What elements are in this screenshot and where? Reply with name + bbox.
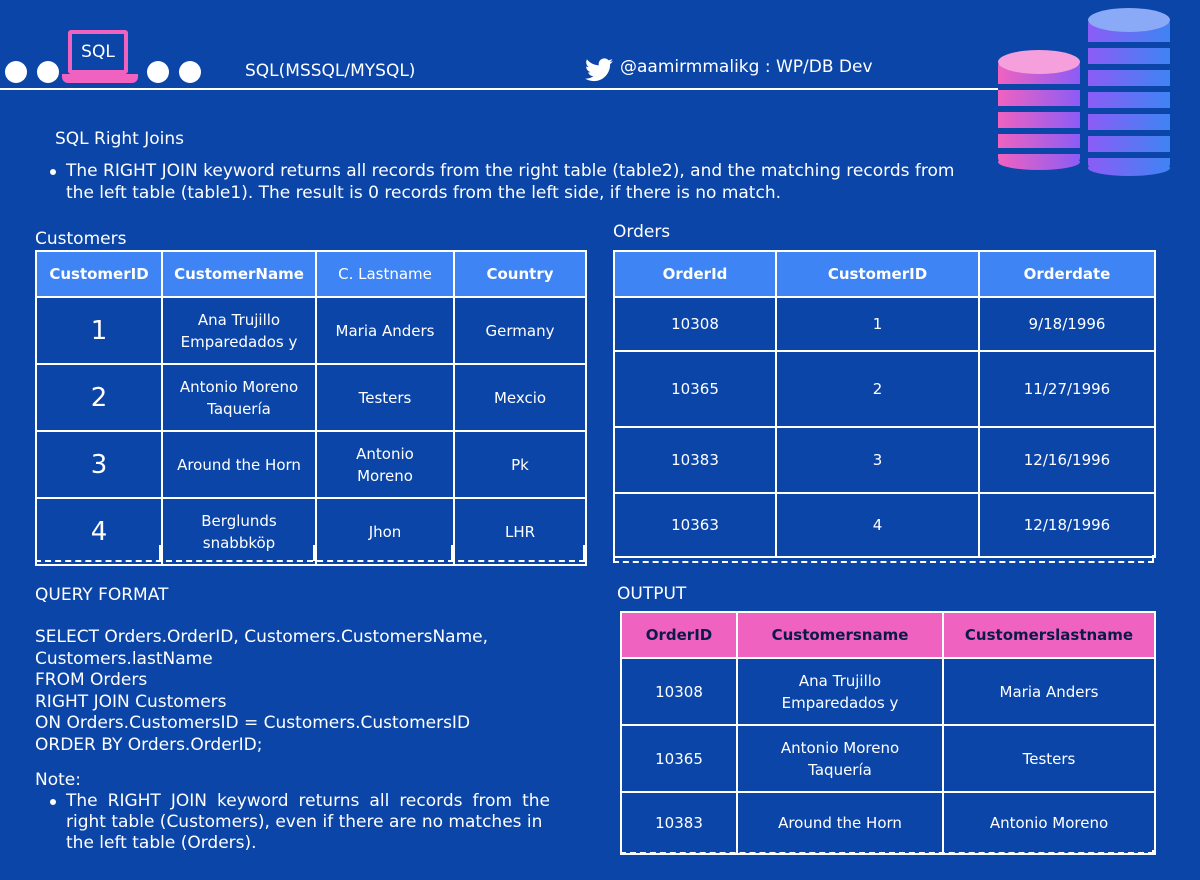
- query-title: QUERY FORMAT: [35, 585, 169, 605]
- col-orderid: OrderId: [614, 251, 776, 297]
- customers-header-row: [36, 251, 586, 297]
- laptop-screen: [68, 30, 128, 74]
- header-dot-2: [37, 61, 59, 83]
- customer-name: [162, 364, 316, 431]
- col-customerslastname: Customerslastname: [943, 612, 1155, 658]
- col-orderdate: Orderdate: [979, 251, 1155, 297]
- output-lastname: Maria Anders: [943, 658, 1155, 725]
- customer-name-line-2: Taquería: [207, 399, 271, 418]
- output-orderid: 10308: [621, 658, 737, 725]
- customer-id: 2: [36, 364, 162, 431]
- customers-edge: [583, 545, 585, 561]
- orders-table: [613, 250, 1156, 558]
- table-row: [36, 498, 586, 565]
- output-customersname: [737, 658, 943, 725]
- col-country: Country: [454, 251, 586, 297]
- order-customerid: 2: [776, 351, 979, 427]
- query-line-5: ON Orders.CustomersID = Customers.CustomersID: [35, 713, 471, 733]
- orders-header-row: [614, 251, 1155, 297]
- table-row: [614, 493, 1155, 557]
- order-date: 9/18/1996: [979, 297, 1155, 351]
- order-id: 10365: [614, 351, 776, 427]
- order-date: 12/18/1996: [979, 493, 1155, 557]
- query-line-4: RIGHT JOIN Customers: [35, 692, 227, 712]
- note-bullet: [50, 799, 56, 805]
- table-row: [614, 427, 1155, 493]
- output-name-line-1: Antonio Moreno: [780, 738, 900, 757]
- output-name-line-2: Emparedados y: [781, 693, 899, 712]
- col-customername: CustomerName: [162, 251, 316, 297]
- col-customerid: CustomerID: [36, 251, 162, 297]
- query-line-1: SELECT Orders.OrderID, Customers.CustomersName,: [35, 627, 489, 647]
- orders-dashed-edge: [613, 561, 1154, 563]
- output-customersname: Around the Horn: [737, 792, 943, 854]
- customer-lastname: Jhon: [316, 498, 454, 565]
- note-line-2: right table (Customers), even if there are no matches in: [66, 812, 543, 832]
- customers-table: [35, 250, 587, 566]
- intro-line-1: The RIGHT JOIN keyword returns all records from the right table (table2), and the matching records from: [66, 161, 955, 181]
- customer-lastname: Testers: [316, 364, 454, 431]
- query-line-2: Customers.lastName: [35, 649, 213, 669]
- customer-id: 1: [36, 297, 162, 364]
- order-id: 10383: [614, 427, 776, 493]
- customer-country: Mexcio: [454, 364, 586, 431]
- orders-title: Orders: [613, 222, 671, 242]
- header-dot-1: [5, 61, 27, 83]
- customers-edge: [313, 545, 315, 561]
- twitter-bird-icon: [585, 58, 613, 82]
- customer-country: LHR: [454, 498, 586, 565]
- customers-edge: [451, 545, 453, 561]
- customer-lastname: [316, 431, 454, 498]
- laptop-sql-icon: [62, 30, 138, 88]
- customer-lastname: Maria Anders: [316, 297, 454, 364]
- laptop-base: [62, 74, 138, 83]
- col-customerid: CustomerID: [776, 251, 979, 297]
- customer-lastname-line-1: Antonio: [356, 444, 414, 463]
- customer-name-line-1: Ana Trujillo: [197, 310, 281, 329]
- order-customerid: 4: [776, 493, 979, 557]
- output-title: OUTPUT: [617, 584, 687, 604]
- customer-lastname-line-2: Moreno: [357, 466, 413, 485]
- database-stack-icon: [990, 0, 1180, 180]
- header-handle: @aamirmmalikg : WP/DB Dev: [620, 57, 873, 77]
- customer-name: Around the Horn: [162, 431, 316, 498]
- output-dashed-edge: [620, 852, 1154, 854]
- col-customersname: Customersname: [737, 612, 943, 658]
- output-lastname: Testers: [943, 725, 1155, 792]
- customer-id: 4: [36, 498, 162, 565]
- output-orderid: 10383: [621, 792, 737, 854]
- header-dot-4: [179, 61, 201, 83]
- customers-dashed-edge: [35, 560, 585, 562]
- query-line-6: ORDER BY Orders.OrderID;: [35, 735, 263, 755]
- col-orderid: OrderID: [621, 612, 737, 658]
- customers-edge: [159, 545, 161, 561]
- note-line-1: The RIGHT JOIN keyword returns all records from the: [66, 791, 550, 811]
- order-id: 10363: [614, 493, 776, 557]
- output-name-line-2: Taquería: [808, 760, 872, 779]
- intro-line-2: the left table (table1). The result is 0 records from the left side, if there is no match.: [66, 183, 781, 203]
- output-orderid: 10365: [621, 725, 737, 792]
- customer-name: [162, 498, 316, 565]
- table-row: [621, 725, 1155, 792]
- col-lastname: C. Lastname: [316, 251, 454, 297]
- customers-title: Customers: [35, 229, 127, 249]
- customer-id: 3: [36, 431, 162, 498]
- table-row: [614, 351, 1155, 427]
- output-customersname: [737, 725, 943, 792]
- order-date: 12/16/1996: [979, 427, 1155, 493]
- note-line-3: the left table (Orders).: [66, 833, 257, 853]
- header-divider: [0, 88, 1000, 90]
- order-customerid: 3: [776, 427, 979, 493]
- order-customerid: 1: [776, 297, 979, 351]
- header-title: SQL(MSSQL/MYSQL): [245, 61, 416, 81]
- sql-label: SQL: [81, 42, 115, 62]
- customer-name-line-2: snabbköp: [202, 533, 276, 552]
- query-line-3: FROM Orders: [35, 670, 148, 690]
- intro-title: SQL Right Joins: [55, 129, 184, 149]
- header-dot-3: [147, 61, 169, 83]
- output-header-row: [621, 612, 1155, 658]
- intro-bullet: [50, 169, 56, 175]
- output-lastname: Antonio Moreno: [943, 792, 1155, 854]
- customer-name: [162, 297, 316, 364]
- note-title: Note:: [35, 770, 81, 790]
- customer-name-line-1: Antonio Moreno: [179, 377, 299, 396]
- table-row: [614, 297, 1155, 351]
- customers-edge: [35, 545, 37, 561]
- order-date: 11/27/1996: [979, 351, 1155, 427]
- table-row: [621, 792, 1155, 854]
- customer-country: Germany: [454, 297, 586, 364]
- output-table: [620, 611, 1156, 855]
- customer-name-line-2: Emparedados y: [180, 332, 298, 351]
- customer-name-line-1: Berglunds: [201, 511, 277, 530]
- table-row: [36, 431, 586, 498]
- table-row: [621, 658, 1155, 725]
- output-name-line-1: Ana Trujillo: [798, 671, 882, 690]
- table-row: [36, 364, 586, 431]
- customer-country: Pk: [454, 431, 586, 498]
- order-id: 10308: [614, 297, 776, 351]
- table-row: [36, 297, 586, 364]
